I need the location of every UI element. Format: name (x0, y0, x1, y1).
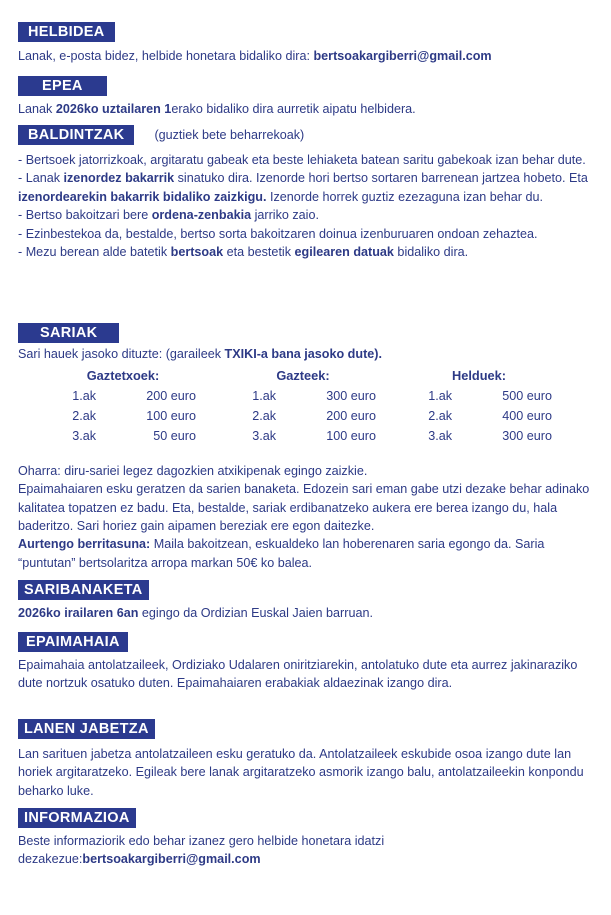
prize-column-gaztetxoek (48, 367, 224, 445)
sariak-note-3: Aurtengo berritasuna: Maila bakoitzean, eskualdeko lan hoberenaren saria egongo da. Saria “puntutan” bertsolaritza arropa markan 50€ ko balea. (18, 537, 545, 570)
section-sariak (18, 323, 593, 572)
prize-category-title: Helduek: (451, 368, 507, 384)
section-baldintzak (18, 125, 593, 261)
baldintzak-list (18, 151, 593, 261)
list-item: - Bertsoek jatorrizkoak, argitaratu gabeak eta beste lehiaketa batean saritu gabekoak izan behar dute. (18, 153, 586, 167)
prize-row: 3.ak 300 euro (428, 428, 552, 443)
section-title-saribanaketa: SARIBANAKETA (18, 580, 149, 600)
section-lanen-jabetza (18, 719, 593, 800)
sariak-note-2: Epaimahaiaren esku geratzen da sarien banaketa. Edozein sari eman gabe utzi dezake behar adinako kalitatea topatzen ez badu. Eta, bestalde, sariak erdibanatzeko aukera ere berea izango du, hala baderitzo. Sari horiez gain aipamen bereziak ere egon daitezke. (18, 482, 590, 534)
section-saribanaketa (18, 580, 593, 622)
section-title-helbidea: HELBIDEA (18, 22, 115, 42)
section-title-informazioa: INFORMAZIOA (18, 808, 136, 828)
sariak-note-1: Oharra: diru-sariei legez dagozkien atxikipenak egingo zaizkie. (18, 463, 368, 478)
helbidea-text: Lanak, e-posta bidez, helbide honetara bidaliko dira: bertsoakargiberri@gmail.com (18, 49, 492, 63)
prize-row: 2.ak 400 euro (428, 408, 552, 423)
prize-row: 2.ak 200 euro (252, 408, 376, 423)
list-item: - Ezinbestekoa da, bestalde, bertso sorta bakoitzaren doinua izenburuaren ondoan zehaztea. (18, 226, 538, 241)
sariak-intro: Sari hauek jasoko dituzte: (garaileek TXIKI-a bana jasoko dute). (18, 347, 382, 361)
prize-column-helduek (404, 367, 580, 445)
section-title-epaimahaia: EPAIMAHAIA (18, 632, 128, 652)
lanen-jabetza-text: Lan sarituen jabetza antolatzaileen esku geratuko da. Antolatzaileek eskubide osoa izango dute lan horiek argitaratzeko. Egileak bere lanak argitaratzeko asmorik izango balu, antolatzaileekin konpondu beharko luke. (18, 747, 584, 798)
section-title-lanen-jabetza: LANEN JABETZA (18, 719, 155, 739)
prize-row: 3.ak 50 euro (72, 428, 196, 443)
section-epaimahaia (18, 632, 593, 693)
section-title-epea: EPEA (18, 76, 107, 96)
prize-row: 1.ak 200 euro (72, 388, 196, 403)
section-helbidea (18, 22, 593, 65)
list-item: - Lanak izenordez bakarrik sinatuko dira. Izenorde hori bertso sortaren barrenean jartzea hobeto. Eta izenordearekin bakarrik bidaliko zaizkigu. Izenorde horrek guztiz ezezaguna izan behar du. (18, 171, 588, 204)
section-epea (18, 76, 593, 118)
informazioa-email[interactable]: bertsoakargiberri@gmail.com (82, 852, 261, 867)
section-informazioa (18, 808, 593, 869)
prize-category-title: Gaztetxoek: (86, 368, 160, 384)
list-item: - Bertso bakoitzari bere ordena-zenbakia jarriko zaio. (18, 208, 319, 223)
prize-row: 3.ak 100 euro (252, 428, 376, 443)
epea-text: Lanak 2026ko uztailaren 1erako bidaliko dira aurretik aipatu helbidera. (18, 102, 416, 116)
section-title-baldintzak: BALDINTZAK (18, 125, 134, 145)
sariak-notes (18, 462, 593, 572)
baldintzak-note: (guztiek bete beharrekoak) (154, 127, 305, 142)
prize-category-title: Gazteek: (276, 368, 330, 384)
list-item: - Mezu berean alde batetik bertsoak eta bestetik egilearen datuak bidaliko dira. (18, 245, 469, 260)
prize-column-gazteek (228, 367, 404, 445)
prize-row: 1.ak 300 euro (252, 388, 376, 403)
saribanaketa-text: 2026ko irailaren 6an egingo da Ordizian Euskal Jaien barruan. (18, 606, 373, 620)
epaimahaia-text: Epaimahaia antolatzaileek, Ordiziako Udalaren oniritziarekin, antolatuko dute eta aurrez jakinaraziko dute nortzuk osatuko duten. Epaimahaiaren erabakiak aldaezinak izango dira. (18, 658, 578, 691)
prize-row: 1.ak 500 euro (428, 388, 552, 403)
prize-table (18, 367, 593, 445)
informazioa-text: Beste informaziorik edo behar izanez gero helbide honetara idatzi dezakezue:bertsoakargiberri@gmail.com (18, 834, 385, 867)
section-title-sariak: SARIAK (18, 323, 119, 343)
prize-row: 2.ak 100 euro (72, 408, 196, 423)
helbidea-email[interactable]: bertsoakargiberri@gmail.com (313, 49, 492, 63)
